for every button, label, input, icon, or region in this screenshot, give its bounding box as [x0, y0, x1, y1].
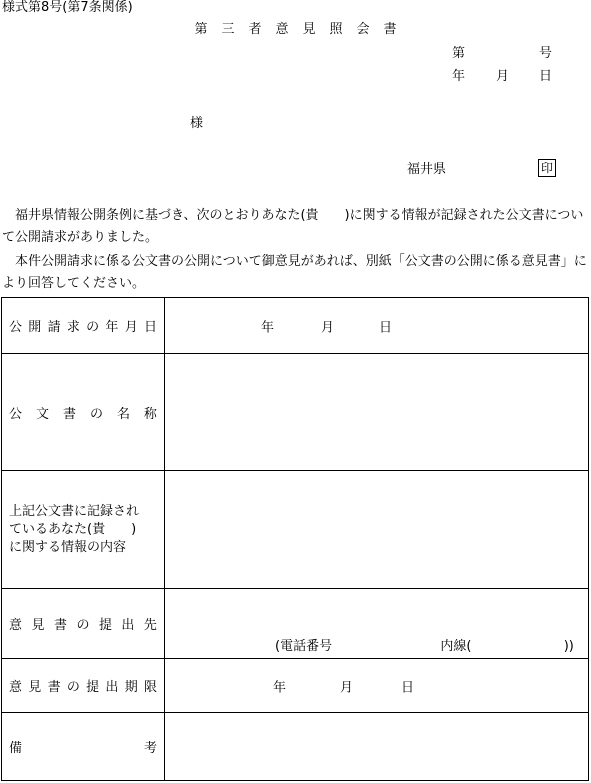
form-number: 様式第8号(第7条関係)	[2, 0, 133, 15]
label-char: 考	[143, 741, 157, 756]
issuer-name: 福井県	[407, 162, 447, 177]
issue-year-label: 年	[452, 69, 466, 84]
label-char: 限	[143, 680, 157, 695]
info-content-label-line3: に関する情報の内容	[9, 539, 127, 555]
number-suffix: 号	[539, 46, 553, 61]
label-char: 公	[9, 406, 23, 422]
phone-row	[275, 635, 574, 654]
label-char: 開	[28, 320, 42, 335]
table-row	[2, 354, 589, 471]
spread-label	[9, 676, 164, 695]
label-char: 日	[143, 320, 157, 335]
submit-to-field[interactable]	[165, 589, 589, 659]
deadline-label	[2, 659, 165, 713]
table-row	[2, 589, 589, 659]
doc-name-label	[2, 354, 165, 471]
label-char: 名	[116, 406, 130, 422]
label-char: 出	[121, 618, 135, 633]
spread-label	[9, 403, 164, 422]
label-char: 備	[9, 741, 23, 756]
request-date-label	[2, 298, 165, 354]
label-char: 公	[9, 320, 23, 335]
label-char: 請	[47, 320, 61, 335]
notice-paragraph-2: 本件公開請求に係る公文書の公開について御意見があれば、別紙「公文書の公開に係る意見書」により回答してください。	[2, 254, 587, 291]
label-char: 年	[105, 320, 119, 335]
spread-label	[9, 316, 164, 335]
notice-paragraph-1: 福井県情報公開条例に基づき、次のとおりあなた(貴 )に関する情報が記録された公文書について公開請求がありました。	[2, 208, 584, 245]
inquiry-table	[1, 297, 589, 781]
label-char: 書	[47, 680, 61, 695]
issue-day-label: 日	[539, 69, 553, 84]
label-char: の	[76, 618, 90, 633]
request-year-label: 年	[261, 320, 275, 335]
table-row	[2, 471, 589, 589]
label-char: 見	[28, 680, 42, 695]
label-char: 意	[9, 618, 23, 633]
request-month-label: 月	[321, 320, 335, 335]
spread-label	[9, 614, 164, 633]
request-date-field[interactable]	[165, 298, 589, 354]
label-char: 書	[53, 618, 67, 633]
deadline-month-label: 月	[340, 680, 354, 695]
addressee-suffix: 様	[190, 116, 204, 131]
label-char: の	[89, 406, 103, 422]
label-char: 書	[62, 406, 76, 422]
label-char: 求	[66, 320, 80, 335]
info-content-label-line1: 上記公文書に記録され	[9, 503, 140, 519]
label-char: の	[86, 320, 100, 335]
label-char: 提	[86, 680, 100, 695]
label-char: 意	[9, 680, 23, 695]
info-content-label	[2, 471, 165, 589]
label-char: 出	[105, 680, 119, 695]
submit-to-label	[2, 589, 165, 659]
number-prefix: 第	[452, 46, 466, 61]
label-char: 先	[143, 618, 157, 633]
phone-label: (電話番号	[275, 639, 333, 654]
label-char: の	[66, 680, 80, 695]
deadline-year-label: 年	[273, 680, 287, 695]
label-char: 文	[35, 406, 49, 422]
info-content-field[interactable]	[165, 471, 589, 589]
deadline-day-label: 日	[401, 680, 415, 695]
table-row	[2, 298, 589, 354]
issue-month-label: 月	[496, 69, 510, 84]
spread-label	[9, 737, 164, 756]
label-char: 期	[124, 680, 138, 695]
remarks-label	[2, 713, 165, 781]
document-title: 第三者意見照会書	[194, 22, 411, 37]
label-char: 称	[143, 406, 157, 422]
deadline-field[interactable]	[165, 659, 589, 713]
seal-mark: 印	[538, 159, 556, 177]
label-char: 月	[124, 320, 138, 335]
doc-name-field[interactable]	[165, 354, 589, 471]
extension-label: 内線(	[440, 639, 472, 654]
label-char: 提	[98, 618, 112, 633]
request-day-label: 日	[379, 320, 393, 335]
table-row	[2, 713, 589, 781]
label-char: 見	[31, 618, 45, 633]
info-content-label-line2: ているあなた(貴 )	[9, 521, 137, 537]
phone-close: ))	[563, 639, 574, 654]
table-row	[2, 659, 589, 713]
remarks-field[interactable]	[165, 713, 589, 781]
